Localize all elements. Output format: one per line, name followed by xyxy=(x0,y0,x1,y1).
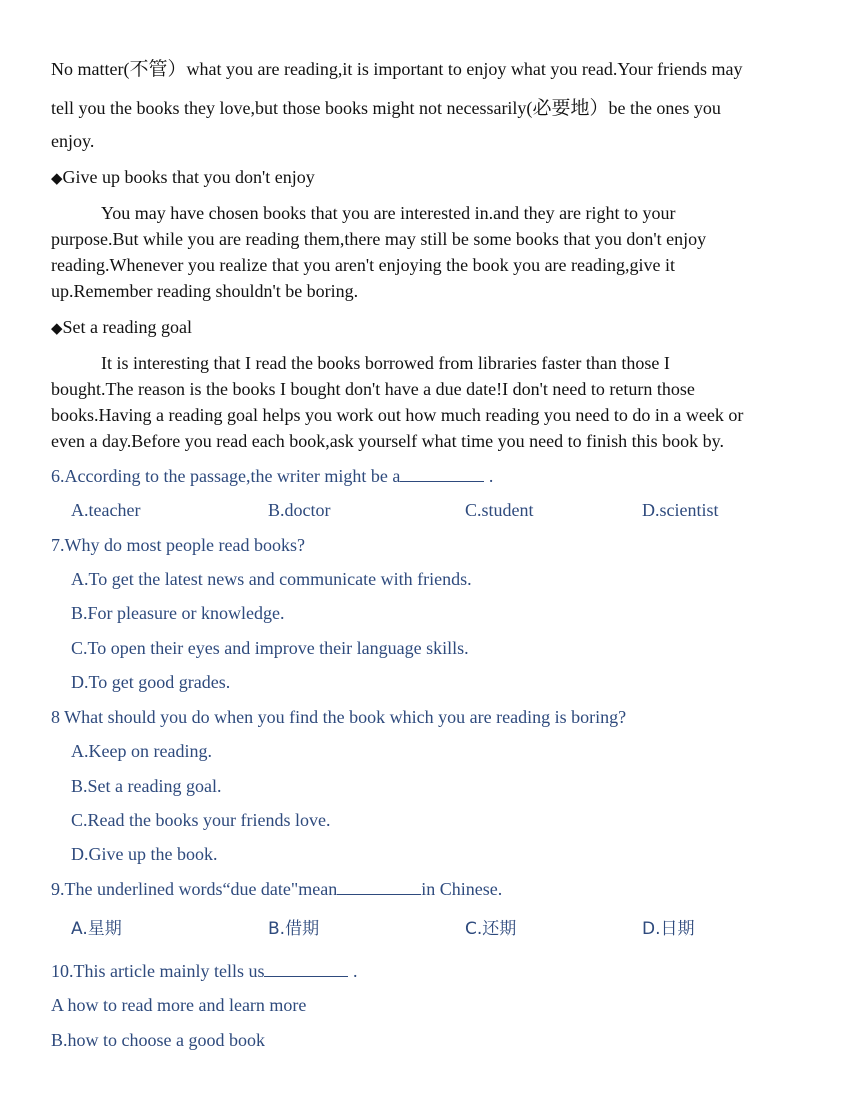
intro-chinese-gloss: 不管） xyxy=(129,58,187,80)
intro-line-2 xyxy=(51,97,721,119)
intro-chinese-gloss: 必要地） xyxy=(532,97,609,119)
q10-option-b[interactable]: B.how to choose a good book xyxy=(51,1030,265,1050)
answer-blank xyxy=(400,465,484,482)
diamond-bullet-icon: ◆ xyxy=(51,169,63,187)
intro-text: be the ones you xyxy=(608,98,721,118)
q6-option-d[interactable]: D.scientist xyxy=(642,500,719,520)
section-heading: ◆Give up books that you don't enjoy xyxy=(51,167,315,187)
q6-option-b[interactable]: B.doctor xyxy=(268,500,331,520)
intro-line-3: enjoy. xyxy=(51,131,95,151)
q7-option-b[interactable]: B.For pleasure or knowledge. xyxy=(71,603,285,623)
q7-option-d[interactable]: D.To get good grades. xyxy=(71,672,231,692)
q6-option-a[interactable]: A.teacher xyxy=(71,500,141,520)
paragraph-line: up.Remember reading shouldn't be boring. xyxy=(51,281,359,301)
paragraph-line: bought.The reason is the books I bought don't have a due date!I don't need to return those xyxy=(51,379,695,399)
q9-option-d[interactable]: D.日期 xyxy=(642,919,695,939)
paragraph-line: even a day.Before you read each book,ask yourself what time you need to finish this book by. xyxy=(51,431,724,451)
paragraph-line: purpose.But while you are reading them,there may still be some books that you don't enjoy xyxy=(51,229,707,249)
answer-blank xyxy=(337,878,421,895)
q8-option-c[interactable]: C.Read the books your friends love. xyxy=(71,810,331,830)
q7-option-a[interactable]: A.To get the latest news and communicate with friends. xyxy=(71,569,472,589)
question-8: 8 What should you do when you find the book which you are reading is boring? xyxy=(51,707,627,727)
answer-blank xyxy=(264,960,348,977)
question-7: 7.Why do most people read books? xyxy=(51,535,305,555)
q7-option-c[interactable]: C.To open their eyes and improve their language skills. xyxy=(71,638,469,658)
q9-option-c[interactable]: C.还期 xyxy=(465,919,517,939)
intro-line-1 xyxy=(51,58,743,80)
paragraph-line: books.Having a reading goal helps you work out how much reading you need to do in a week or xyxy=(51,405,744,425)
question-6: 6.According to the passage,the writer might be a . xyxy=(51,466,494,486)
q9-option-b[interactable]: B.借期 xyxy=(268,919,320,939)
intro-text: No matter( xyxy=(51,59,130,79)
q8-option-b[interactable]: B.Set a reading goal. xyxy=(71,776,222,796)
intro-text: what you are reading,it is important to enjoy what you read.Your friends may xyxy=(186,59,743,79)
q8-option-d[interactable]: D.Give up the book. xyxy=(71,844,218,864)
q8-option-a[interactable]: A.Keep on reading. xyxy=(71,741,212,761)
paragraph-line: reading.Whenever you realize that you aren't enjoying the book you are reading,give it xyxy=(51,255,676,275)
paragraph-line: You may have chosen books that you are interested in.and they are right to your xyxy=(101,203,676,223)
question-10: 10.This article mainly tells us . xyxy=(51,961,358,981)
q6-option-c[interactable]: C.student xyxy=(465,500,534,520)
paragraph-line: It is interesting that I read the books borrowed from libraries faster than those I xyxy=(101,353,670,373)
intro-text: tell you the books they love,but those books might not necessarily( xyxy=(51,98,533,118)
q10-option-a[interactable]: A how to read more and learn more xyxy=(51,995,307,1015)
diamond-bullet-icon: ◆ xyxy=(51,319,63,337)
question-9: 9.The underlined words“due date"mean in Chinese. xyxy=(51,879,503,899)
q9-option-a[interactable]: A.星期 xyxy=(71,919,122,939)
section-heading: ◆Set a reading goal xyxy=(51,317,193,337)
